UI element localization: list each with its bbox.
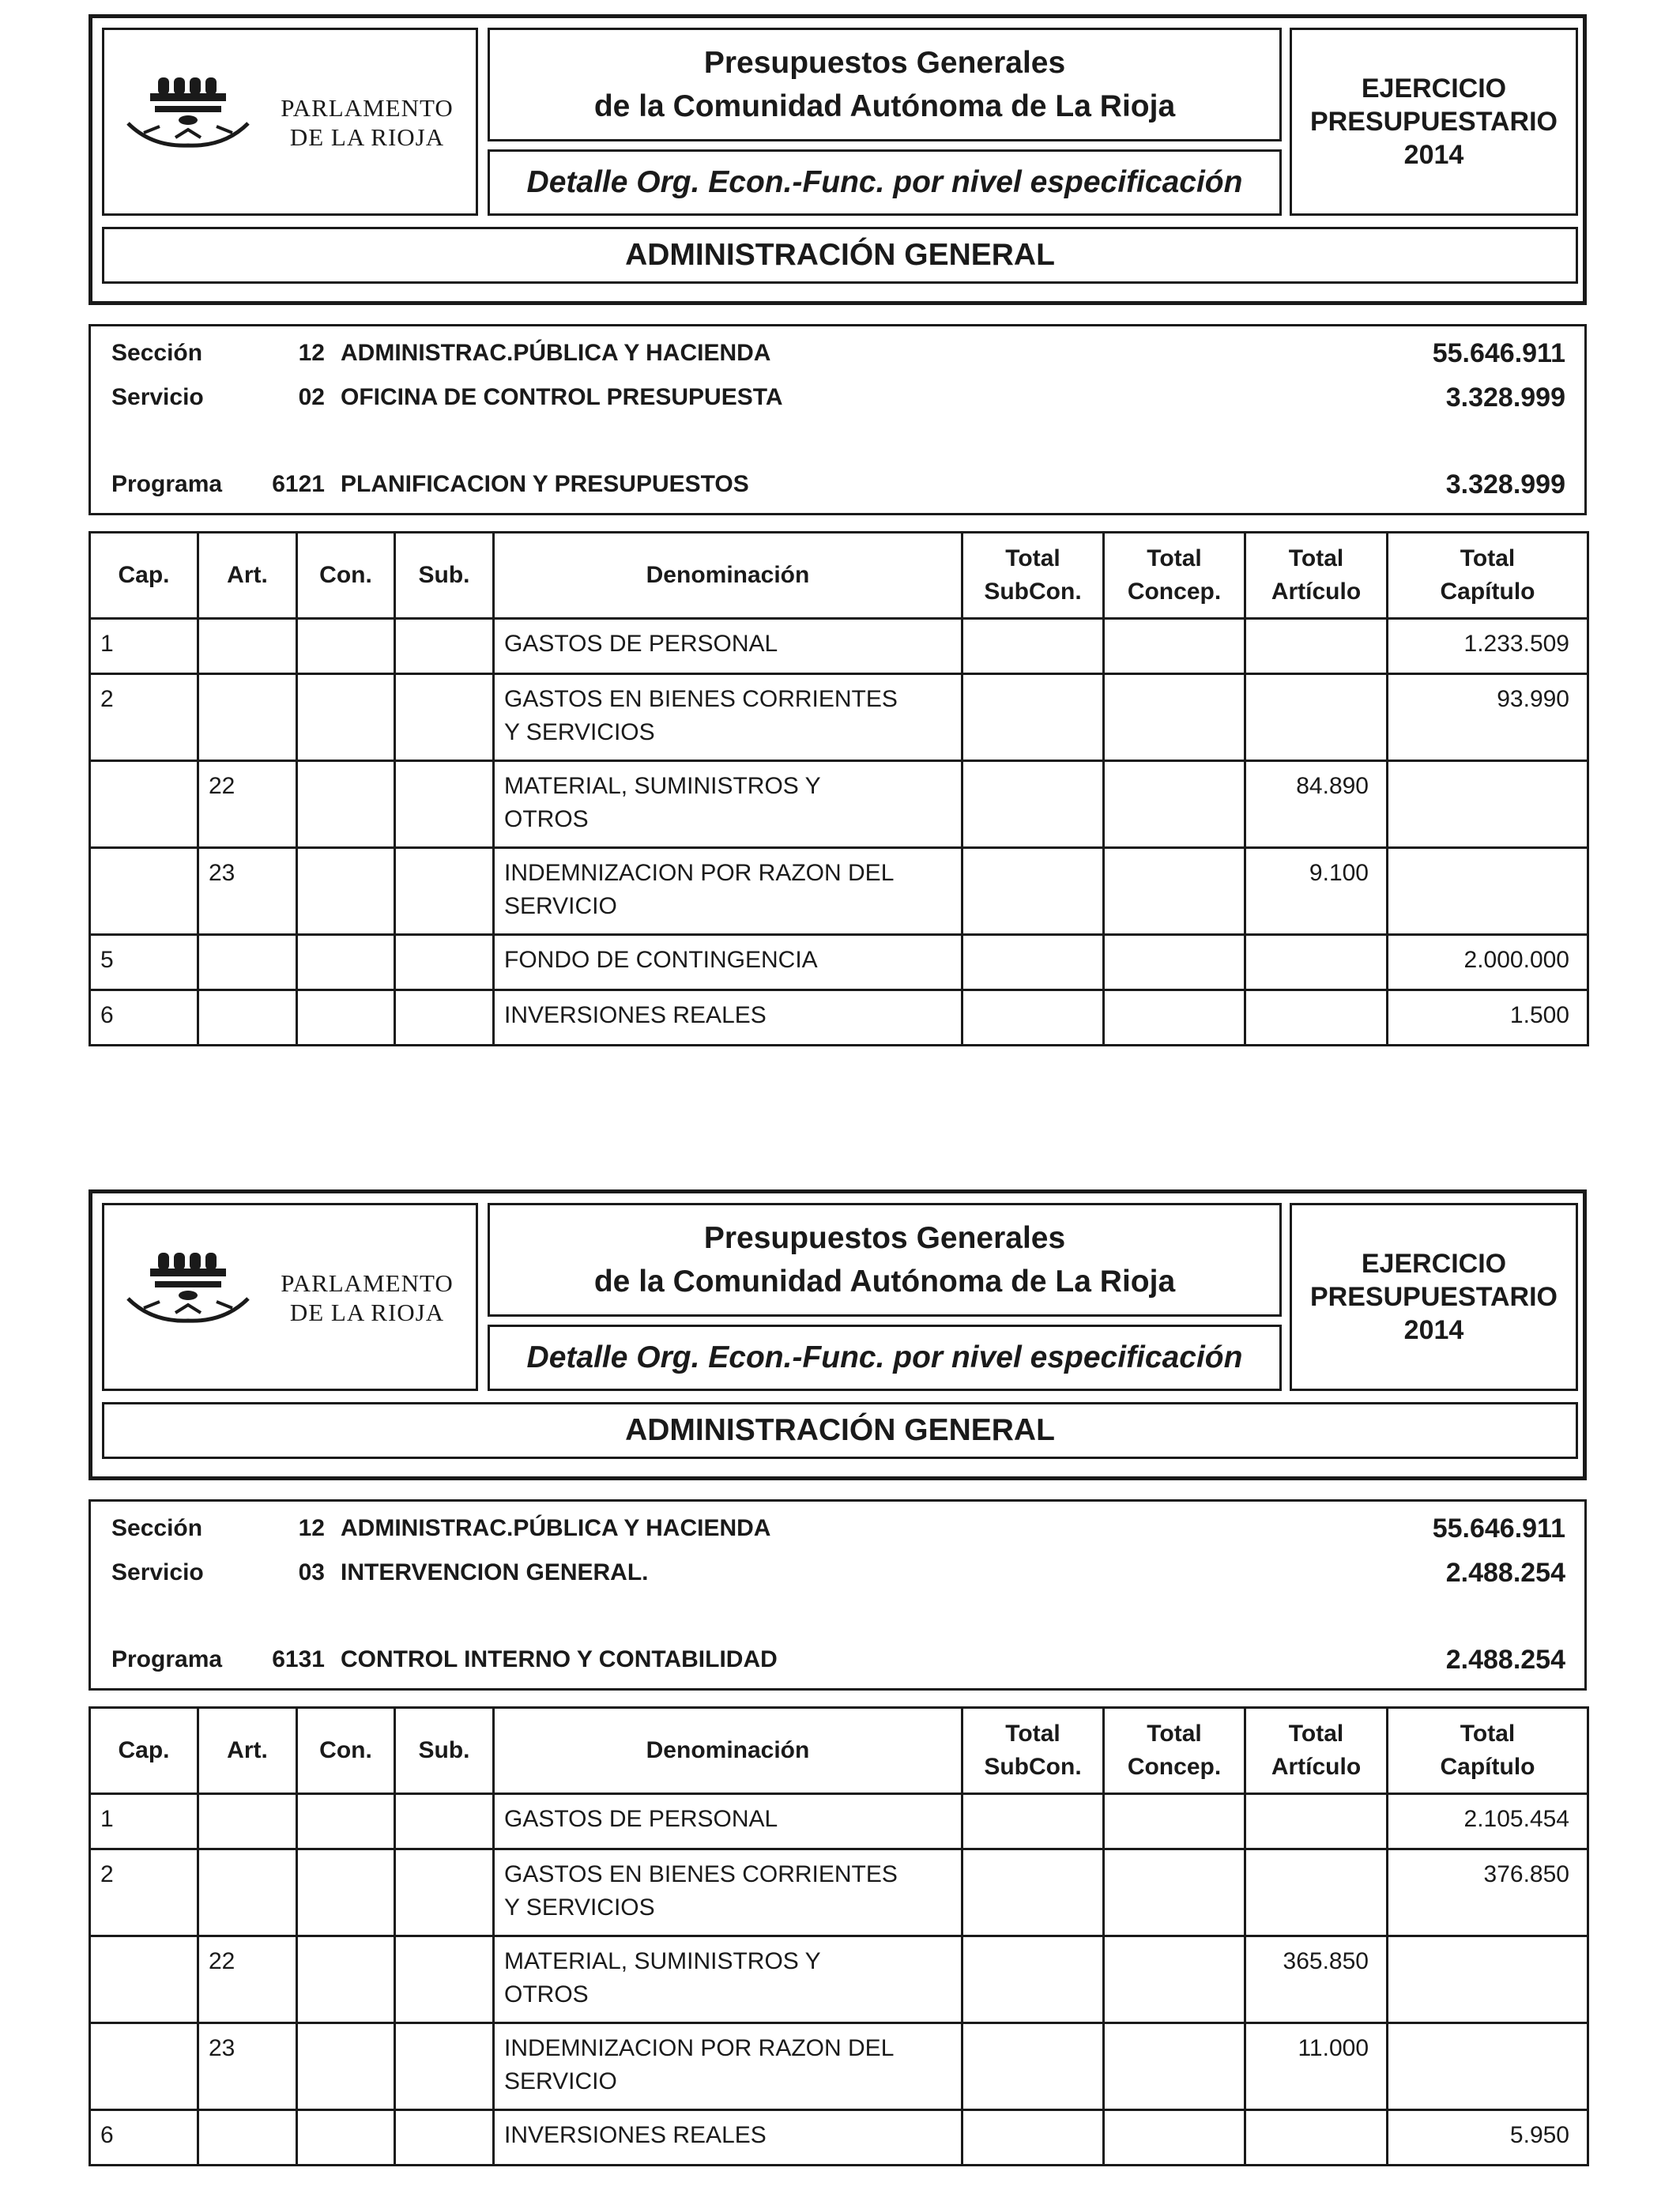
cell-total-capitulo: 1.500 <box>1388 990 1588 1046</box>
denominacion-line1: INVERSIONES REALES <box>504 1002 767 1028</box>
parliament-logo-icon <box>120 1246 262 1333</box>
cell-con <box>297 1794 395 1849</box>
col-total-concep-l1: Total <box>1147 545 1202 571</box>
cell-con <box>297 2023 395 2110</box>
programa-amount: 2.488.254 <box>1445 1644 1565 1675</box>
col-total-capitulo-l1: Total <box>1460 1721 1516 1747</box>
col-total-subcon-l2: SubCon. <box>984 1754 1082 1780</box>
cell-con <box>297 1936 395 2023</box>
cell-total-capitulo: 5.950 <box>1388 2110 1588 2166</box>
programa-row <box>111 469 1565 500</box>
logo-text <box>266 1269 468 1327</box>
seccion-amount: 55.646.911 <box>1432 1513 1565 1544</box>
servicio-name: INTERVENCION GENERAL. <box>341 1559 649 1585</box>
cell-total-concep <box>1104 674 1245 761</box>
title-line2: de la Comunidad Autónoma de La Rioja <box>593 89 1176 123</box>
cell-denominacion <box>494 1849 962 1936</box>
section-summary <box>89 324 1587 515</box>
cell-total-capitulo: 1.233.509 <box>1388 619 1588 674</box>
programa-code: 6131 <box>272 1646 325 1672</box>
denominacion-line1: INVERSIONES REALES <box>504 2122 767 2148</box>
cell-cap <box>90 2023 198 2110</box>
programa-amount: 3.328.999 <box>1445 469 1565 499</box>
title-panel <box>488 1203 1282 1317</box>
cell-total-capitulo <box>1388 761 1588 848</box>
cell-total-subcon <box>962 1849 1104 1936</box>
logo-text <box>266 93 468 152</box>
col-total-concep <box>1104 1708 1245 1794</box>
cell-art: 23 <box>198 848 297 935</box>
programa-row <box>111 1644 1565 1676</box>
cell-sub <box>395 2110 494 2166</box>
budget-page-1 <box>89 14 1587 1042</box>
table-body <box>90 1794 1588 2166</box>
subtitle: Detalle Org. Econ.-Func. por nivel especificación <box>488 149 1282 216</box>
logo-panel <box>102 1203 478 1391</box>
seccion-label: Sección <box>111 1515 203 1541</box>
cell-sub <box>395 2023 494 2110</box>
cell-total-capitulo: 2.105.454 <box>1388 1794 1588 1849</box>
cell-total-capitulo <box>1388 2023 1588 2110</box>
cell-art <box>198 990 297 1046</box>
cell-total-articulo <box>1245 1794 1388 1849</box>
title-line2: de la Comunidad Autónoma de La Rioja <box>593 1265 1176 1299</box>
cell-art <box>198 935 297 990</box>
col-total-articulo-l1: Total <box>1288 545 1344 571</box>
cell-denominacion <box>494 2110 962 2166</box>
col-total-subcon <box>962 533 1104 619</box>
cell-total-subcon <box>962 1936 1104 2023</box>
col-total-articulo <box>1245 533 1388 619</box>
cell-total-articulo <box>1245 674 1388 761</box>
cell-total-articulo <box>1245 619 1388 674</box>
cell-total-articulo <box>1245 2110 1388 2166</box>
cell-total-subcon <box>962 848 1104 935</box>
table-row <box>90 848 1588 935</box>
col-total-capitulo-l2: Capítulo <box>1440 1754 1535 1780</box>
ejercicio-year: 2014 <box>1403 140 1464 170</box>
col-sub: Sub. <box>395 1708 494 1794</box>
cell-total-subcon <box>962 674 1104 761</box>
cell-sub <box>395 848 494 935</box>
col-denominacion: Denominación <box>494 533 962 619</box>
cell-total-subcon <box>962 2110 1104 2166</box>
cell-denominacion <box>494 1936 962 2023</box>
logo-line2: DE LA RIOJA <box>289 123 445 151</box>
programa-name: PLANIFICACION Y PRESUPUESTOS <box>341 471 749 497</box>
administracion-title: ADMINISTRACIÓN GENERAL <box>102 227 1578 284</box>
denominacion-line2: SERVICIO <box>504 2068 617 2094</box>
logo-line1: PARLAMENTO <box>281 94 454 122</box>
budget-header <box>89 1189 1587 1480</box>
col-total-concep-l2: Concep. <box>1127 1754 1222 1780</box>
table-row <box>90 935 1588 990</box>
cell-art <box>198 619 297 674</box>
cell-total-concep <box>1104 990 1245 1046</box>
cell-total-subcon <box>962 2023 1104 2110</box>
cell-total-subcon <box>962 761 1104 848</box>
cell-cap: 6 <box>90 2110 198 2166</box>
denominacion-line2: Y SERVICIOS <box>504 719 655 745</box>
col-total-capitulo <box>1388 533 1588 619</box>
administracion-title: ADMINISTRACIÓN GENERAL <box>102 1402 1578 1459</box>
cell-total-capitulo <box>1388 848 1588 935</box>
cell-denominacion <box>494 2023 962 2110</box>
cell-total-capitulo: 376.850 <box>1388 1849 1588 1936</box>
programa-name: CONTROL INTERNO Y CONTABILIDAD <box>341 1646 778 1672</box>
cell-total-concep <box>1104 935 1245 990</box>
servicio-row <box>111 382 1565 413</box>
servicio-name: OFICINA DE CONTROL PRESUPUESTA <box>341 384 783 410</box>
ejercicio-panel <box>1290 1203 1578 1391</box>
cell-con <box>297 935 395 990</box>
servicio-row <box>111 1557 1565 1589</box>
cell-total-subcon <box>962 619 1104 674</box>
col-total-concep-l1: Total <box>1147 1721 1202 1747</box>
table-row <box>90 674 1588 761</box>
cell-total-subcon <box>962 990 1104 1046</box>
servicio-amount: 3.328.999 <box>1445 382 1565 413</box>
cell-art: 23 <box>198 2023 297 2110</box>
detail-table <box>89 531 1589 1046</box>
cell-denominacion <box>494 674 962 761</box>
table-row <box>90 1936 1588 2023</box>
col-total-capitulo <box>1388 1708 1588 1794</box>
cell-total-articulo <box>1245 1849 1388 1936</box>
servicio-label: Servicio <box>111 384 204 410</box>
seccion-name: ADMINISTRAC.PÚBLICA Y HACIENDA <box>341 1515 771 1541</box>
cell-total-concep <box>1104 761 1245 848</box>
col-total-subcon-l2: SubCon. <box>984 579 1082 605</box>
denominacion-line1: MATERIAL, SUMINISTROS Y <box>504 1948 821 1974</box>
logo-line2: DE LA RIOJA <box>289 1299 445 1326</box>
table-row <box>90 2023 1588 2110</box>
ejercicio-line1: EJERCICIO <box>1361 74 1507 104</box>
ejercicio-line1: EJERCICIO <box>1361 1249 1507 1279</box>
denominacion-line2: Y SERVICIOS <box>504 1894 655 1921</box>
cell-art: 22 <box>198 761 297 848</box>
parliament-logo-icon <box>120 71 262 158</box>
cell-art <box>198 2110 297 2166</box>
cell-art <box>198 1794 297 1849</box>
table-row <box>90 1849 1588 1936</box>
table-header-row <box>90 533 1588 619</box>
cell-sub <box>395 990 494 1046</box>
table-row <box>90 619 1588 674</box>
col-art: Art. <box>198 533 297 619</box>
col-sub: Sub. <box>395 533 494 619</box>
ejercicio-panel <box>1290 28 1578 216</box>
cell-total-concep <box>1104 619 1245 674</box>
col-total-articulo-l2: Artículo <box>1271 579 1362 605</box>
cell-sub <box>395 761 494 848</box>
cell-total-articulo: 84.890 <box>1245 761 1388 848</box>
col-total-subcon-l1: Total <box>1005 545 1060 571</box>
ejercicio-year: 2014 <box>1403 1315 1464 1345</box>
seccion-name: ADMINISTRAC.PÚBLICA Y HACIENDA <box>341 340 771 366</box>
cell-denominacion <box>494 935 962 990</box>
cell-total-capitulo: 93.990 <box>1388 674 1588 761</box>
cell-cap: 1 <box>90 1794 198 1849</box>
cell-total-concep <box>1104 2023 1245 2110</box>
cell-denominacion <box>494 848 962 935</box>
table-row <box>90 1794 1588 1849</box>
table-row <box>90 990 1588 1046</box>
cell-art <box>198 674 297 761</box>
cell-sub <box>395 1794 494 1849</box>
seccion-code: 12 <box>298 340 325 366</box>
col-total-capitulo-l2: Capítulo <box>1440 579 1535 605</box>
cell-denominacion <box>494 990 962 1046</box>
cell-cap: 6 <box>90 990 198 1046</box>
seccion-row <box>111 337 1565 369</box>
cell-total-articulo: 9.100 <box>1245 848 1388 935</box>
denominacion-line1: INDEMNIZACION POR RAZON DEL <box>504 2035 895 2061</box>
denominacion-line2: SERVICIO <box>504 893 617 919</box>
cell-total-subcon <box>962 1794 1104 1849</box>
logo-panel <box>102 28 478 216</box>
cell-sub <box>395 935 494 990</box>
cell-sub <box>395 1936 494 2023</box>
cell-con <box>297 848 395 935</box>
cell-con <box>297 2110 395 2166</box>
cell-total-subcon <box>962 935 1104 990</box>
seccion-amount: 55.646.911 <box>1432 337 1565 368</box>
cell-total-capitulo <box>1388 1936 1588 2023</box>
cell-con <box>297 1849 395 1936</box>
col-cap: Cap. <box>90 533 198 619</box>
table-row <box>90 761 1588 848</box>
col-con: Con. <box>297 1708 395 1794</box>
subtitle: Detalle Org. Econ.-Func. por nivel especificación <box>488 1325 1282 1391</box>
logo-line1: PARLAMENTO <box>281 1269 454 1297</box>
cell-total-concep <box>1104 1794 1245 1849</box>
denominacion-line1: GASTOS EN BIENES CORRIENTES <box>504 686 898 712</box>
seccion-row <box>111 1513 1565 1544</box>
col-denominacion: Denominación <box>494 1708 962 1794</box>
denominacion-line1: GASTOS DE PERSONAL <box>504 631 778 657</box>
cell-total-concep <box>1104 2110 1245 2166</box>
servicio-code: 03 <box>298 1559 325 1585</box>
cell-total-concep <box>1104 1849 1245 1936</box>
title-line1: Presupuestos Generales <box>703 1221 1066 1255</box>
cell-cap <box>90 761 198 848</box>
table-row <box>90 2110 1588 2166</box>
seccion-label: Sección <box>111 340 203 366</box>
cell-cap: 1 <box>90 619 198 674</box>
title-line1: Presupuestos Generales <box>703 46 1066 80</box>
cell-cap <box>90 848 198 935</box>
programa-code: 6121 <box>272 471 325 497</box>
cell-cap <box>90 1936 198 2023</box>
cell-sub <box>395 1849 494 1936</box>
servicio-amount: 2.488.254 <box>1445 1557 1565 1588</box>
col-total-capitulo-l1: Total <box>1460 545 1516 571</box>
cell-sub <box>395 619 494 674</box>
programa-label: Programa <box>111 1646 223 1672</box>
denominacion-line2: OTROS <box>504 806 589 832</box>
denominacion-line1: GASTOS DE PERSONAL <box>504 1806 778 1832</box>
cell-denominacion <box>494 761 962 848</box>
denominacion-line1: INDEMNIZACION POR RAZON DEL <box>504 860 895 886</box>
cell-total-articulo: 365.850 <box>1245 1936 1388 2023</box>
denominacion-line1: GASTOS EN BIENES CORRIENTES <box>504 1861 898 1887</box>
cell-con <box>297 619 395 674</box>
cell-cap: 2 <box>90 1849 198 1936</box>
cell-art <box>198 1849 297 1936</box>
col-total-articulo <box>1245 1708 1388 1794</box>
servicio-label: Servicio <box>111 1559 204 1585</box>
cell-con <box>297 990 395 1046</box>
cell-con <box>297 674 395 761</box>
detail-table <box>89 1706 1589 2166</box>
cell-cap: 5 <box>90 935 198 990</box>
budget-header <box>89 14 1587 305</box>
cell-art: 22 <box>198 1936 297 2023</box>
ejercicio-line2: PRESUPUESTARIO <box>1310 1282 1558 1312</box>
programa-label: Programa <box>111 471 223 497</box>
cell-denominacion <box>494 1794 962 1849</box>
col-total-subcon-l1: Total <box>1005 1721 1060 1747</box>
denominacion-line1: MATERIAL, SUMINISTROS Y <box>504 773 821 799</box>
ejercicio-line2: PRESUPUESTARIO <box>1310 107 1558 137</box>
cell-total-capitulo: 2.000.000 <box>1388 935 1588 990</box>
cell-cap: 2 <box>90 674 198 761</box>
denominacion-line1: FONDO DE CONTINGENCIA <box>504 947 818 973</box>
table-header-row <box>90 1708 1588 1794</box>
budget-page-2 <box>89 1189 1587 2193</box>
cell-total-articulo: 11.000 <box>1245 2023 1388 2110</box>
cell-con <box>297 761 395 848</box>
cell-total-concep <box>1104 848 1245 935</box>
col-total-articulo-l1: Total <box>1288 1721 1344 1747</box>
col-total-articulo-l2: Artículo <box>1271 1754 1362 1780</box>
col-total-concep <box>1104 533 1245 619</box>
col-art: Art. <box>198 1708 297 1794</box>
section-summary <box>89 1499 1587 1691</box>
table-body <box>90 619 1588 1046</box>
cell-denominacion <box>494 619 962 674</box>
title-panel <box>488 28 1282 141</box>
col-cap: Cap. <box>90 1708 198 1794</box>
servicio-code: 02 <box>298 384 325 410</box>
cell-total-articulo <box>1245 935 1388 990</box>
col-con: Con. <box>297 533 395 619</box>
cell-sub <box>395 674 494 761</box>
seccion-code: 12 <box>298 1515 325 1541</box>
col-total-subcon <box>962 1708 1104 1794</box>
denominacion-line2: OTROS <box>504 1981 589 2007</box>
cell-total-articulo <box>1245 990 1388 1046</box>
col-total-concep-l2: Concep. <box>1127 579 1222 605</box>
cell-total-concep <box>1104 1936 1245 2023</box>
